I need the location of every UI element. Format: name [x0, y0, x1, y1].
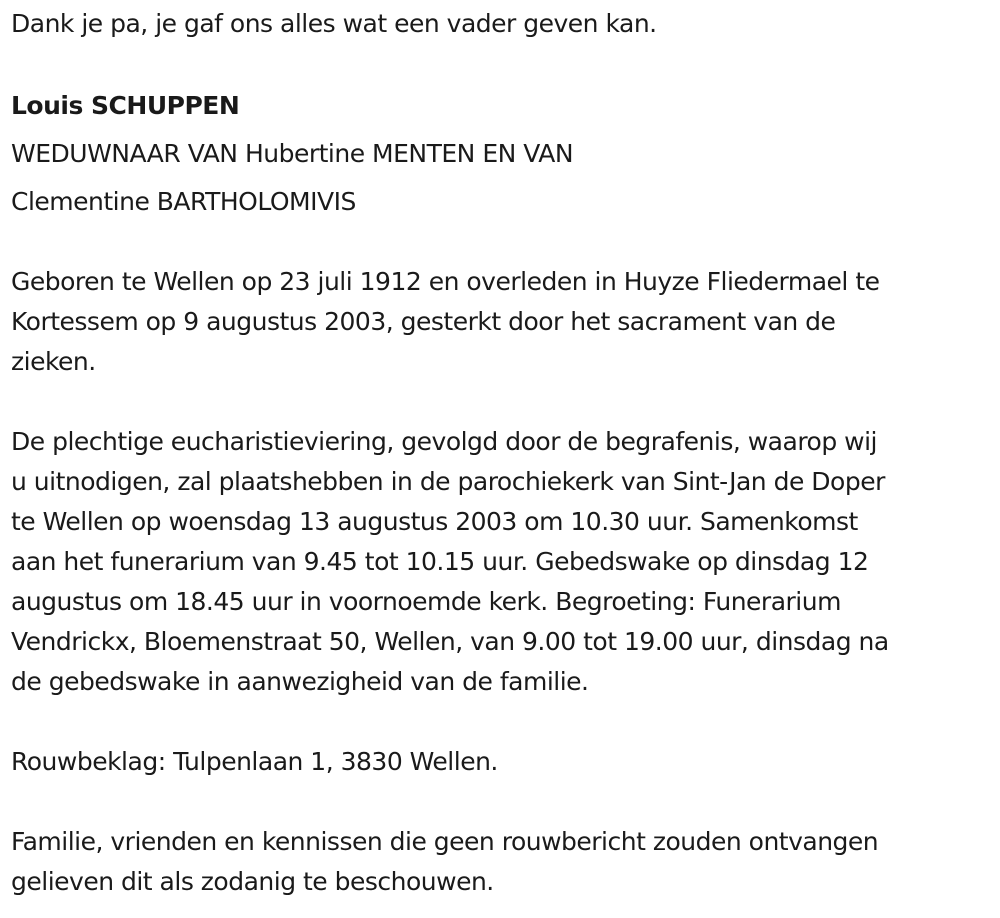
birth-death-paragraph — [11, 262, 880, 382]
deceased-name: Louis SCHUPPEN — [11, 91, 240, 120]
birth-death-line: Geboren te Wellen op 23 juli 1912 en overleden in Huyze Fliedermael te — [11, 267, 880, 296]
ceremony-line: Vendrickx, Bloemenstraat 50, Wellen, van 9.00 tot 19.00 uur, dinsdag na — [11, 627, 889, 656]
family-note-line: Familie, vrienden en kennissen die geen rouwbericht zouden ontvangen — [11, 827, 879, 856]
ceremony-paragraph — [11, 422, 889, 702]
birth-death-line: Kortessem op 9 augustus 2003, gesterkt door het sacrament van de — [11, 307, 836, 336]
condolences-address: Rouwbeklag: Tulpenlaan 1, 3830 Wellen. — [11, 747, 498, 776]
intro-quote: Dank je pa, je gaf ons alles wat een vader geven kan. — [11, 9, 657, 38]
ceremony-line: augustus om 18.45 uur in voornoemde kerk. Begroeting: Funerarium — [11, 587, 841, 616]
ceremony-line: u uitnodigen, zal plaatshebben in de parochiekerk van Sint-Jan de Doper — [11, 467, 885, 496]
birth-death-line: zieken. — [11, 347, 96, 376]
widower-line-2: Clementine BARTHOLOMIVIS — [11, 187, 356, 216]
family-note-paragraph — [11, 822, 878, 902]
widower-line-1: WEDUWNAAR VAN Hubertine MENTEN EN VAN — [11, 139, 574, 168]
ceremony-line: De plechtige eucharistieviering, gevolgd door de begrafenis, waarop wij — [11, 427, 878, 456]
ceremony-line: aan het funerarium van 9.45 tot 10.15 uur. Gebedswake op dinsdag 12 — [11, 547, 869, 576]
ceremony-line: te Wellen op woensdag 13 augustus 2003 om 10.30 uur. Samenkomst — [11, 507, 858, 536]
ceremony-line: de gebedswake in aanwezigheid van de familie. — [11, 667, 589, 696]
family-note-line: gelieven dit als zodanig te beschouwen. — [11, 867, 494, 896]
